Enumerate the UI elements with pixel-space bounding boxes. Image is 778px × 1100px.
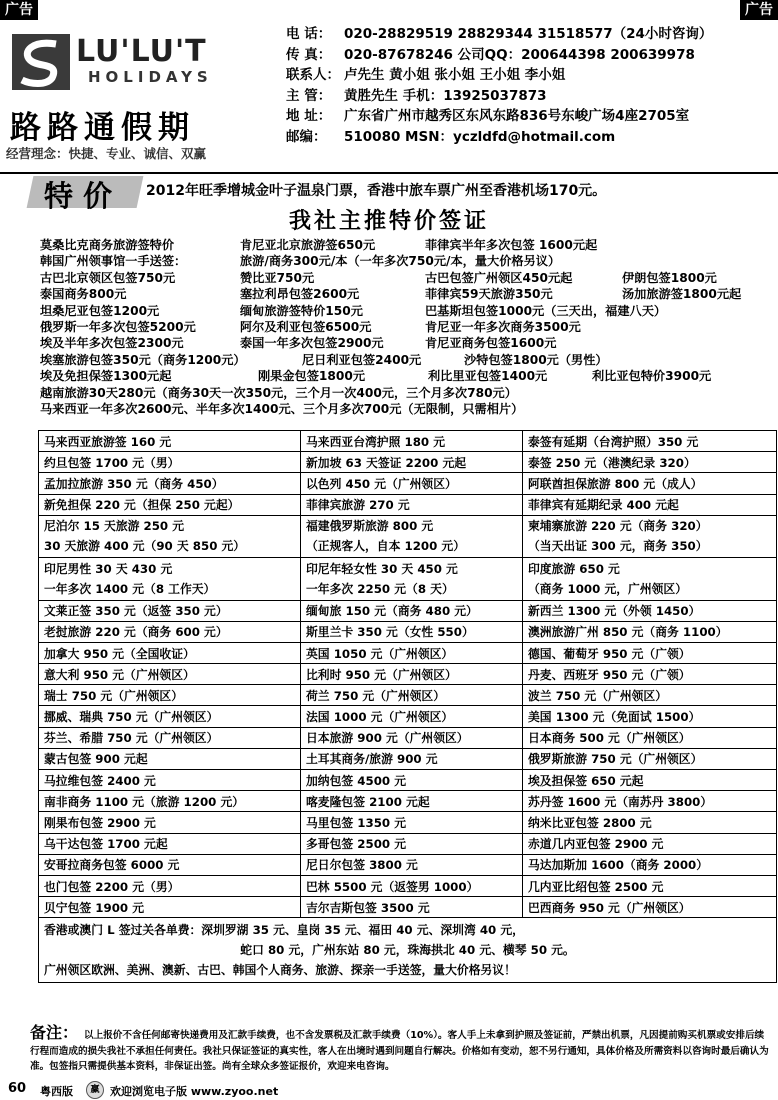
table-cell	[39, 897, 301, 918]
cell-line: 日本旅游 900 元（广州领区）	[306, 731, 469, 746]
price-line: 马来西亚一年多次2600元、半年多次1400元、三个月多次700元（无限制，只需相片）	[40, 401, 524, 416]
cell-line: 柬埔寨旅游 220 元（商务 320）	[528, 519, 708, 534]
cell-line: 英国 1050 元（广州领区）	[306, 646, 454, 661]
company-logo	[4, 22, 274, 172]
table-cell	[39, 642, 301, 663]
cell-line: 缅甸旅 150 元（商务 480 元）	[306, 604, 478, 619]
notes-row	[39, 918, 777, 983]
table-cell	[301, 897, 523, 918]
price-line: 古巴北京领区包签750元 赞比亚750元 古巴包签广州领区450元起 伊朗包签1800元	[40, 270, 717, 285]
logo-slogan: 经营理念：快捷、专业、诚信、双赢	[6, 146, 207, 161]
cell-line: 赤道几内亚包签 2900 元	[528, 837, 664, 852]
price-line: 泰国商务800元 塞拉利昂包签2600元 菲律宾59天旅游350元 汤加旅游签1800元起	[40, 287, 742, 302]
cell-line: 加拿大 950 元（全国收证）	[44, 646, 195, 661]
cell-line: 芬兰、希腊 750 元（广州领区）	[44, 731, 219, 746]
table-cell	[523, 727, 777, 748]
cell-line: 南非商务 1100 元（旅游 1200 元）	[44, 794, 245, 809]
website-link[interactable]: 欢迎浏览电子版 www.zyoo.net	[110, 1085, 279, 1098]
table-cell	[39, 600, 301, 621]
cell-line: 加纳包签 4500 元	[306, 773, 407, 788]
table-cell	[523, 664, 777, 685]
table-row	[39, 600, 777, 621]
table-row	[39, 685, 777, 706]
cell-line: 文莱正签 350 元（返签 350 元）	[44, 604, 228, 619]
table-cell	[301, 664, 523, 685]
remark-section	[30, 1025, 770, 1075]
cell-line: 埃及担保签 650 元起	[528, 773, 644, 788]
table-row	[39, 833, 777, 854]
cell-line: 马达加斯加 1600（商务 2000）	[528, 858, 709, 873]
footer-badge-icon: 赢	[86, 1081, 104, 1099]
cell-line: 新免担保 220 元（担保 250 元起）	[44, 498, 240, 513]
price-list	[0, 236, 778, 416]
logo-holidays: HOLIDAYS	[88, 68, 213, 86]
table-cell	[39, 473, 301, 494]
ad-label-left: 广告	[0, 0, 38, 20]
contact-postcode: 邮编： 510080 MSN：yczldfd@hotmail.com	[286, 128, 616, 145]
price-line: 莫桑比克商务旅游签特价 肯尼亚北京旅游签650元 菲律宾半年多次包签 1600元起	[40, 238, 598, 252]
table-row	[39, 664, 777, 685]
price-line: 越南旅游30天280元（商务30天一次350元，三个月一次400元，三个月多次780元）	[40, 385, 517, 400]
notes-line: 广州领区欧洲、美洲、澳新、古巴、韩国个人商务、旅游、探亲一手送签，量大价格另议！	[44, 963, 516, 978]
table-cell	[523, 812, 777, 833]
cell-line: 印尼男性 30 天 430 元	[44, 561, 173, 576]
page-title: 我社主推特价签证	[288, 208, 489, 234]
table-cell	[523, 431, 777, 452]
table-cell	[301, 600, 523, 621]
cell-line: 苏丹签 1600 元（南苏丹 3800）	[528, 794, 713, 809]
table-cell	[39, 727, 301, 748]
table-cell	[39, 664, 301, 685]
remark-label: 备注：	[30, 1023, 79, 1042]
special-offer-text: 2012年旺季增城金叶子温泉门票，香港中旅车票广州至香港机场170元。	[146, 183, 607, 199]
price-line: 坦桑尼亚包签1200元 缅甸旅游签特价150元 巴基斯坦包签1000元（三天出，福建八天）	[40, 303, 667, 318]
cell-line: 美国 1300 元（免面试 1500）	[528, 710, 701, 725]
table-cell	[301, 791, 523, 812]
cell-line: 土耳其商务/旅游 900 元	[306, 752, 438, 767]
table-cell	[39, 770, 301, 791]
table-cell	[39, 833, 301, 854]
cell-line: 俄罗斯旅游 750 元（广州领区）	[528, 752, 703, 767]
table-cell	[301, 706, 523, 727]
cell-line: 丹麦、西班牙 950 元（广领）	[528, 667, 691, 682]
cell-line: 马里包签 1350 元	[306, 816, 407, 830]
page-number: 60	[8, 1081, 27, 1096]
table-cell	[301, 473, 523, 494]
table-cell	[39, 685, 301, 706]
cell-line: 瑞士 750 元（广州领区）	[44, 688, 184, 703]
table-row	[39, 791, 777, 812]
cell-line: 荷兰 750 元（广州领区）	[306, 688, 446, 703]
table-row	[39, 748, 777, 769]
table-cell	[301, 431, 523, 452]
table-cell	[523, 621, 777, 642]
table-cell	[523, 473, 777, 494]
cell-line: 多哥包签 2500 元	[306, 837, 407, 852]
contact-manager: 主 管： 黄胜先生 手机：13925037873	[286, 87, 547, 104]
table-cell	[301, 770, 523, 791]
cell-line: 贝宁包签 1900 元	[44, 900, 145, 915]
cell-line: 约旦包签 1700 元（男）	[44, 455, 180, 470]
cell-line: 孟加拉旅游 350 元（商务 450）	[44, 476, 224, 491]
cell-line: 澳洲旅游广州 850 元（商务 1100）	[528, 625, 728, 640]
table-cell	[39, 748, 301, 769]
table-cell	[301, 685, 523, 706]
cell-line: （正规客人，自本 1200 元）	[306, 539, 466, 554]
table-cell	[39, 854, 301, 875]
table-cell	[523, 706, 777, 727]
table-cell	[301, 748, 523, 769]
table-row	[39, 812, 777, 833]
table-row	[39, 706, 777, 727]
price-line: 埃塞旅游包签350元（商务1200元） 尼日利亚包签2400元 沙特包签1800元（男性）	[40, 352, 608, 367]
cell-line: 巴西商务 950 元（广州领区）	[528, 900, 691, 915]
table-row	[39, 770, 777, 791]
cell-line: 挪威、瑞典 750 元（广州领区）	[44, 710, 219, 725]
ad-label-right: 广告	[740, 0, 778, 20]
visa-price-table	[38, 430, 777, 983]
table-cell	[39, 812, 301, 833]
cell-line: 印度旅游 650 元	[528, 561, 620, 576]
cell-line: 以色列 450 元（广州领区）	[306, 476, 457, 491]
cell-line: 一年多次 2250 元（8 天）	[306, 581, 454, 596]
table-cell	[39, 621, 301, 642]
cell-line: 新西兰 1300 元（外领 1450）	[528, 604, 701, 619]
table-cell	[301, 642, 523, 663]
cell-line: 比利时 950 元（广州领区）	[306, 667, 457, 682]
table-row	[39, 621, 777, 642]
table-row	[39, 431, 777, 452]
contact-phone: 电 话： 020-28829519 28829344 31518577（24小时咨询）	[286, 26, 713, 42]
table-row	[39, 875, 777, 896]
cell-line: 几内亚比绍包签 2500 元	[528, 879, 664, 894]
price-line: 俄罗斯一年多次包签5200元 阿尔及利亚包签6500元 肯尼亚一年多次商务3500元	[40, 319, 581, 334]
table-cell	[523, 897, 777, 918]
cell-line: 乌干达包签 1700 元起	[44, 837, 168, 852]
table-cell	[523, 791, 777, 812]
table-cell	[301, 494, 523, 515]
notes-line: 香港或澳门 L 签过关各单费：深圳罗湖 35 元、皇岗 35 元、福田 40 元、深圳湾 40 元，	[44, 923, 524, 938]
table-cell	[301, 727, 523, 748]
table-row	[39, 558, 777, 600]
cell-line: 尼泊尔 15 天旅游 250 元	[44, 519, 185, 534]
cell-line: 马来西亚旅游签 160 元	[44, 434, 172, 449]
cell-line: 吉尔吉斯包签 3500 元	[306, 900, 430, 915]
contact-info	[286, 24, 776, 147]
cell-line: 喀麦隆包签 2100 元起	[306, 794, 430, 809]
cell-line: 30 天旅游 400 元（90 天 850 元）	[44, 539, 246, 554]
price-line: 韩国广州领事馆一手送签： 旅游/商务300元/本（一年多次750元/本，量大价格另议）	[40, 254, 561, 269]
table-row	[39, 727, 777, 748]
cell-line: 刚果布包签 2900 元	[44, 816, 156, 830]
table-cell	[523, 558, 777, 600]
table-cell	[39, 706, 301, 727]
contact-address: 地 址： 广东省广州市越秀区东风东路836号东峻广场4座2705室	[286, 108, 690, 124]
cell-line: 一年多次 1400 元（8 工作天）	[44, 581, 216, 596]
table-cell	[39, 452, 301, 473]
logo-chinese-name: 路路通假期	[10, 110, 195, 146]
cell-line: 斯里兰卡 350 元（女性 550）	[306, 625, 474, 640]
cell-line: 阿联酋担保旅游 800 元（成人）	[528, 476, 703, 491]
table-cell	[523, 515, 777, 557]
cell-line: 福建俄罗斯旅游 800 元	[306, 519, 434, 534]
table-cell	[523, 854, 777, 875]
cell-line: 老挝旅游 220 元（商务 600 元）	[44, 625, 228, 640]
table-cell	[39, 791, 301, 812]
table-cell	[39, 494, 301, 515]
cell-line: （当天出证 300 元，商务 350）	[528, 539, 708, 554]
logo-mark-icon	[12, 34, 70, 90]
table-cell	[301, 452, 523, 473]
cell-line: 菲律宾旅游 270 元	[306, 498, 410, 513]
cell-line: 尼日尔包签 3800 元	[306, 858, 418, 873]
logo-english-name: LU'LU'T	[76, 34, 207, 69]
table-cell	[39, 875, 301, 896]
table-cell	[523, 833, 777, 854]
edition-label: 粤西版	[40, 1085, 73, 1098]
table-cell	[39, 431, 301, 452]
table-cell	[301, 515, 523, 557]
cell-line: 菲律宾有延期纪录 400 元起	[528, 498, 679, 513]
table-row	[39, 897, 777, 918]
cell-line: 马来西亚台湾护照 180 元	[306, 434, 446, 449]
table-cell	[523, 875, 777, 896]
table-cell	[523, 685, 777, 706]
table-cell	[39, 558, 301, 600]
cell-line: 也门包签 2200 元（男）	[44, 879, 180, 894]
price-line: 埃及半年多次包签2300元 泰国一年多次包签2900元 肯尼亚商务包签1600元	[40, 336, 557, 351]
table-cell	[523, 642, 777, 663]
table-cell	[301, 558, 523, 600]
table-cell	[301, 833, 523, 854]
border-crossing-notes	[39, 918, 777, 983]
table-cell	[523, 748, 777, 769]
cell-line: 意大利 950 元（广州领区）	[44, 667, 195, 682]
table-row	[39, 515, 777, 557]
cell-line: 日本商务 500 元（广州领区）	[528, 731, 691, 746]
cell-line: 马拉维包签 2400 元	[44, 773, 156, 788]
table-cell	[301, 875, 523, 896]
table-row	[39, 854, 777, 875]
notes-line: 蛇口 80 元，广州东站 80 元，珠海拱北 40 元、横琴 50 元。	[240, 943, 575, 958]
table-cell	[523, 452, 777, 473]
price-line: 埃及免担保签1300元起 刚果金包签1800元 利比里亚包签1400元 利比亚包特价3900元	[40, 369, 712, 384]
cell-line: 蒙古包签 900 元起	[44, 752, 148, 767]
table-cell	[301, 812, 523, 833]
cell-line: 印尼年轻女性 30 天 450 元	[306, 561, 458, 576]
cell-line: 新加坡 63 天签证 2200 元起	[306, 455, 467, 470]
cell-line: 法国 1000 元（广州领区）	[306, 710, 454, 725]
cell-line: 波兰 750 元（广州领区）	[528, 688, 668, 703]
cell-line: 安哥拉商务包签 6000 元	[44, 858, 180, 873]
table-cell	[39, 515, 301, 557]
cell-line: 德国、葡萄牙 950 元（广领）	[528, 646, 691, 661]
table-cell	[523, 494, 777, 515]
cell-line: 巴林 5500 元（返签男 1000）	[306, 879, 479, 894]
table-cell	[301, 854, 523, 875]
cell-line: 泰签 250 元（港澳纪录 320）	[528, 455, 696, 470]
table-row	[39, 642, 777, 663]
contact-people: 联系人： 卢先生 黄小姐 张小姐 王小姐 李小姐	[286, 67, 566, 83]
cell-line: （商务 1000 元，广州领区）	[528, 581, 688, 596]
table-cell	[301, 621, 523, 642]
table-cell	[523, 770, 777, 791]
contact-fax: 传 真： 020-87678246 公司QQ：200644398 200639978	[286, 46, 695, 63]
cell-line: 纳米比亚包签 2800 元	[528, 816, 652, 830]
table-row	[39, 452, 777, 473]
table-row	[39, 473, 777, 494]
cell-line: 泰签有延期（台湾护照）350 元	[528, 434, 699, 449]
page-footer	[0, 1080, 778, 1100]
table-cell	[523, 600, 777, 621]
special-badge: 特价	[44, 179, 123, 213]
remark-text: 以上报价不含任何邮寄快递费用及汇款手续费，也不含发票税及汇款手续费（10%）。客人手上未拿到护照及签证前，严禁出机票，凡因提前购买机票或安排后续行程而造成的损失我社不承担任何责任。我社只保证签证的真实性，客人在出境时遇到问题自行解决。价格如有变动，恕不另行通知，具体价格及所需资料以咨询时最后确认为准。包签指只需提供基本资料，非保证出签。尚有全球众多签证报价，欢迎来电咨询。	[30, 1030, 769, 1072]
table-row	[39, 494, 777, 515]
